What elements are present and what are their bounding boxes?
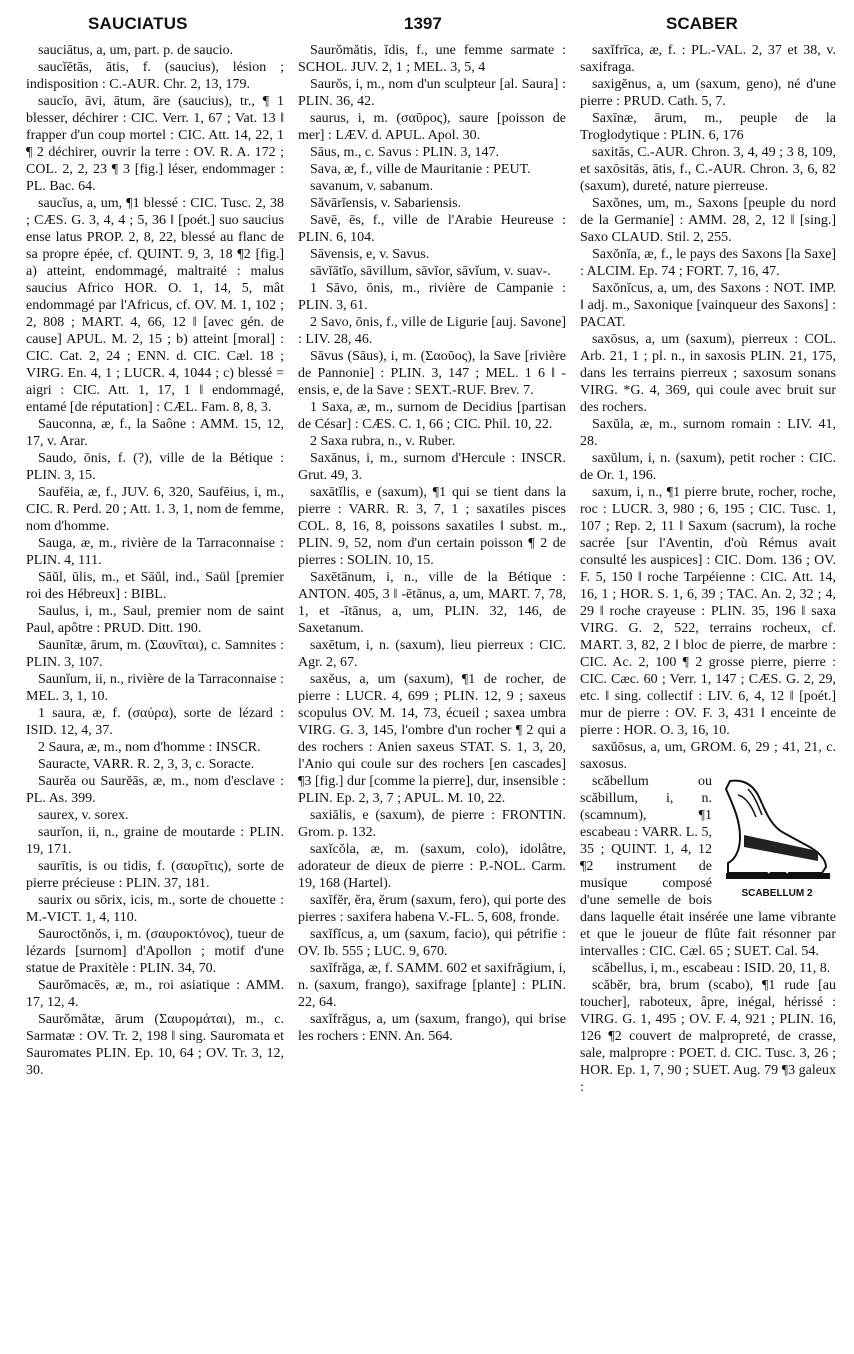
dictionary-entry: Saudo, ōnis, f. (?), ville de la Bétique : PLIN. 3, 15. bbox=[26, 451, 284, 483]
dictionary-entry: Saulus, i, m., Saul, premier nom de saint Paul, apôtre : PRUD. Ditt. 190. bbox=[26, 604, 284, 636]
figure-caption: SCABELLUM 2 bbox=[741, 888, 813, 899]
dictionary-entry: scăbellum ou scăbillum, i, n. (scamnum), ¶1 escabeau : VARR. L. 5, 35 ; QUINT. 1, 4, 12 ¶2 instrument de musique composé d'une semelle de bois dans laquelle était insérée une lame vibrante et que le joueur de flûte fait résonner par intervalles : CIC. Cæl. 65 ; SUET. Cal. 54. bbox=[580, 774, 836, 959]
dictionary-entry: Saufēia, æ, f., JUV. 6, 320, Saufēius, i, m., CIC. R. Perd. 20 ; Att. 1. 3, 1, nom de femme, nom d'homme. bbox=[26, 485, 284, 534]
dictionary-entry: saxĭfĕr, ĕra, ĕrum (saxum, fero), qui porte des pierres : saxifera habena V.-FL. 5, 608, fronde. bbox=[298, 893, 566, 925]
dictionary-entry: 1 Saxa, æ, m., surnom de Decidius [partisan de César] : CÆS. C. 1, 66 ; CIC. Phil. 10, 22. bbox=[298, 400, 566, 432]
dictionary-entry: Sauroctŏnŏs, i, m. (σαυροκτόνος), tueur de lézards [surnom] d'Apollon ; motif d'une statue de Praxitèle : PLIN. 34, 70. bbox=[26, 927, 284, 976]
dictionary-column-1 bbox=[26, 42, 284, 1079]
dictionary-entry: Saurĕa ou Saurĕās, æ, m., nom d'esclave : PL. As. 399. bbox=[26, 774, 284, 806]
dictionary-entry: 1 saura, æ, f. (σαύρα), sorte de lézard : ISID. 12, 4, 37. bbox=[26, 706, 284, 738]
dictionary-entry: saucĭus, a, um, ¶1 blessé : CIC. Tusc. 2, 38 ; CÆS. G. 3, 4, 4 ; 5, 36 ‖ [poét.] suo saucius ense latus PROP. 2, 8, 22, blessé au flanc de sa propre épée, cf. QUINT. 9, 3, 18 ¶2 [fig.] a) atteint, endommagé, maltraité : malus saucius Africo HOR. O. 1, 14, 5, mât endommagé par l'Africus, cf. OV. M. 1, 102 ; 2, 808 ; MART. 4, 66, 12 ‖ [avec gén. de cause] APUL. M. 2, 15 ; b) atteint [moral] : CIC. Cat. 2, 24 ; ENN. d. CIC. Cæl. 18 ; VIRG. En. 4, 1 ; LUCR. 4, 1044 ; c) blessé = aigri : CIC. Att. 1, 17, 1 ‖ endommagé, entamé [de réputation] : CÆL. Fam. 8, 8, 3. bbox=[26, 196, 284, 415]
dictionary-entry: saxum, i, n., ¶1 pierre brute, rocher, roche, roc : LUCR. 3, 980 ; 6, 195 ; CIC. Tusc. 1, 107 ; Rep. 2, 11 ‖ Saxum (sacrum), la roche sacrée [sur l'Aventin, d'où Rémus avait consulté les auspices] : CIC. Dom. 136 ; OV. F. 5, 150 ‖ roche Tarpéienne : CIC. Att. 14, 16, 1 ; HOR. S. 1, 6, 39 ; TAC. An. 2, 32 ; 4, 29 ‖ roche crayeuse : PLIN. 35, 196 ‖ saxa VIRG. G. 2, 522, terrains rocheux, cf. MART. 3, 82, 2 ‖ bloc de pierre, de marbre : CIC. Ac. 2, 100 ¶ 2 grosse pierre, pierre : CIC. Cæc. 60 ; Verr. 1, 147 ; CÆS. G. 2, 29, etc. ‖ sing. collectif : LIV. 6, 4, 12 ‖ [poét.] mur de pierre : OV. F. 3, 431 ‖ enceinte de pierre : HOR. O. 3, 16, 10. bbox=[580, 485, 836, 738]
dictionary-entry: Saurŏs, i, m., nom d'un sculpteur [al. Saura] : PLIN. 36, 42. bbox=[298, 77, 566, 109]
dictionary-entry: Saxānus, i, m., surnom d'Hercule : INSCR. Grut. 49, 3. bbox=[298, 451, 566, 483]
dictionary-entry: saxŭlum, i, n. (saxum), petit rocher : CIC. de Or. 1, 196. bbox=[580, 451, 836, 483]
running-head-right: SCABER bbox=[666, 14, 738, 33]
dictionary-entry: Săvārĭensis, v. Sabariensis. bbox=[310, 196, 462, 211]
dictionary-entry: Saxīnæ, ārum, m., peuple de la Troglodytique : PLIN. 6, 176 bbox=[580, 111, 836, 143]
dictionary-entry: Saunītæ, ārum, m. (Σαυνῖται), c. Samnites : PLIN. 3, 107. bbox=[26, 638, 284, 670]
dictionary-entry: saxigĕnus, a, um (saxum, geno), né d'une pierre : PRUD. Cath. 5, 7. bbox=[580, 77, 836, 109]
dictionary-entry: saxitās, C.-AUR. Chron. 3, 4, 49 ; 3 8, 109, et saxōsitās, ātis, f., C.-AUR. Chron. 3, 6, 82 (saxum), dureté, nature pierreuse. bbox=[580, 145, 836, 194]
dictionary-entry: saucĭo, āvi, ātum, āre (saucius), tr., ¶ 1 blesser, déchirer : CIC. Verr. 1, 67 ; Vat. 13 ‖ frapper d'un coup mortel : CIC. Att. 14, 22, 1 ¶ 2 déchirer, ouvrir la terre : OV. R. A. 172 ; COL. 2, 2, 23 ¶ 3 [fig.] léser, endommager : PL. Bac. 64. bbox=[26, 94, 284, 194]
dictionary-entry: Sāvensis, e, v. Savus. bbox=[310, 247, 430, 262]
dictionary-entry: Sauconna, æ, f., la Saône : AMM. 15, 12, 17, v. Arar. bbox=[26, 417, 284, 449]
dictionary-entry: Saurŏmătæ, ārum (Σαυρομάται), m., c. Sarmatæ : OV. Tr. 2, 198 ‖ sing. Sauromata et Sauromates PLIN. Ep. 10, 64 ; OV. Tr. 3, 12, 30. bbox=[26, 1012, 284, 1078]
dictionary-entry: saxētum, i, n. (saxum), lieu pierreux : CIC. Agr. 2, 67. bbox=[298, 638, 566, 670]
dictionary-entry: saxĭfrăgus, a, um (saxum, frango), qui brise les rochers : ENN. An. 564. bbox=[298, 1012, 566, 1044]
dictionary-entry: saxĭfrīca, æ, f. : PL.-VAL. 2, 37 et 38, v. saxifraga. bbox=[580, 43, 836, 75]
dictionary-entry: saxĭcŏla, æ, m. (saxum, colo), idolâtre, adorateur de dieux de pierre : P.-NOL. Carm. 19, 168 (Hartel). bbox=[298, 842, 566, 891]
dictionary-entry: saurus, i, m. (σαῦρος), saure [poisson de mer] : LÆV. d. APUL. Apol. 30. bbox=[298, 111, 566, 143]
dictionary-entry: sauciātus, a, um, part. p. de saucio. bbox=[38, 43, 234, 58]
dictionary-entry: Sava, æ, f., ville de Mauritanie : PEUT. bbox=[310, 162, 531, 177]
dictionary-entry: Saxŏnĭcus, a, um, des Saxons : NOT. IMP. ‖ adj. m., Saxonique [vainqueur des Saxons] : PACAT. bbox=[580, 281, 836, 330]
dictionary-entry: Saxŭla, æ, m., surnom romain : LIV. 41, 28. bbox=[580, 417, 836, 449]
dictionary-entry: Saurŏmătis, ĭdis, f., une femme sarmate : SCHOL. JUV. 2, 1 ; MEL. 3, 5, 4 bbox=[298, 43, 566, 75]
dictionary-entry: scăbĕr, bra, brum (scabo), ¶1 rude [au toucher], raboteux, âpre, inégal, hérissé : VIRG. G. 1, 495 ; OV. F. 4, 921 ; PLIN. 16, 126 ¶2 couvert de malpropreté, de crasse, sale, malpropre : POET. d. CIC. Tusc. 3, 26 ; HOR. Ep. 1, 7, 90 ; SUET. Aug. 79 ¶3 galeux : bbox=[580, 978, 836, 1095]
dictionary-entry: Savē, ēs, f., ville de l'Arabie Heureuse : PLIN. 6, 104. bbox=[298, 213, 566, 245]
dictionary-entry: saxŭōsus, a, um, GROM. 6, 29 ; 41, 21, c. saxosus. bbox=[580, 740, 836, 772]
dictionary-entry: Saunĭum, ii, n., rivière de la Tarraconnaise : MEL. 3, 1, 10. bbox=[26, 672, 284, 704]
dictionary-entry: 2 Saura, æ, m., nom d'homme : INSCR. bbox=[38, 740, 261, 755]
dictionary-entry: Saurŏmacēs, æ, m., roi asiatique : AMM. 17, 12, 4. bbox=[26, 978, 284, 1010]
dictionary-entry: saxātĭlis, e (saxum), ¶1 qui se tient dans la pierre : VARR. R. 3, 7, 1 ; saxatiles pisces COL. 8, 16, 8, poissons saxatiles ‖ subst. m., PLIN. 9, 52, nom d'un certain poisson ¶ 2 de pierres : SOLIN. 10, 15. bbox=[298, 485, 566, 568]
dictionary-entry: saurītis, is ou tidis, f. (σαυρῖτις), sorte de pierre précieuse : PLIN. 37, 181. bbox=[26, 859, 284, 891]
dictionary-entry: 1 Sāvo, ōnis, m., rivière de Campanie : PLIN. 3, 61. bbox=[298, 281, 566, 313]
column-3-entries bbox=[580, 42, 836, 773]
scabellum-sandal-icon bbox=[718, 775, 836, 883]
dictionary-entry: savanum, v. sabanum. bbox=[310, 179, 434, 194]
page-header bbox=[0, 6, 854, 40]
page-number: 1397 bbox=[404, 14, 442, 33]
dictionary-entry: sāvĭātĭo, sāvillum, sāvĭor, sāvĭum, v. suav-. bbox=[310, 264, 551, 279]
dictionary-entry: 2 Savo, ōnis, f., ville de Ligurie [auj. Savone] : LIV. 28, 46. bbox=[298, 315, 566, 347]
dictionary-entry: saucĭētās, ātis, f. (saucius), lésion ; indisposition : C.-AUR. Chr. 2, 13, 179. bbox=[26, 60, 284, 92]
dictionary-entry: saxĭfĭcus, a, um (saxum, facio), qui pétrifie : OV. Ib. 555 ; LUC. 9, 670. bbox=[298, 927, 566, 959]
scabellum-figure bbox=[718, 775, 836, 902]
dictionary-entry: Sauracte, VARR. R. 2, 3, 3, c. Soracte. bbox=[38, 757, 255, 772]
dictionary-entry: Sāŭl, ūlis, m., et Sāŭl, ind., Saül [premier roi des Hébreux] : BIBL. bbox=[26, 570, 284, 602]
dictionary-column-2 bbox=[298, 42, 566, 1045]
dictionary-entry: saurĭon, ii, n., graine de moutarde : PLIN. 19, 171. bbox=[26, 825, 284, 857]
dictionary-entry: Sāvus (Sāus), i, m. (Σαοῦος), la Save [rivière de Pannonie] : PLIN. 3, 147 ; MEL. 1 6 ‖ -ensis, e, de la Save : SEXT.-RUF. Brev. 7. bbox=[298, 349, 566, 398]
dictionary-entry: saxōsus, a, um (saxum), pierreux : COL. Arb. 21, 1 ; pl. n., in saxosis PLIN. 21, 175, dans les terrains pierreux ; saxosum sonans VIRG. *G. 4, 369, qui coule avec bruit sur des rochers. bbox=[580, 332, 836, 415]
dictionary-entry: Saxŏnĭa, æ, f., le pays des Saxons [la Saxe] : ALCIM. Ep. 74 ; FORT. 7, 16, 47. bbox=[580, 247, 836, 279]
dictionary-entry: Sāus, m., c. Savus : PLIN. 3, 147. bbox=[310, 145, 499, 160]
dictionary-entry: saxiālis, e (saxum), de pierre : FRONTIN. Grom. p. 132. bbox=[298, 808, 566, 840]
dictionary-entry: Sauga, æ, m., rivière de la Tarraconnaise : PLIN. 4, 111. bbox=[26, 536, 284, 568]
dictionary-entry: saxĕus, a, um (saxum), ¶1 de rocher, de pierre : LUCR. 4, 699 ; PLIN. 12, 9 ; saxeus scopulus OV. M. 14, 73, écueil ; saxea umbra VIRG. G. 3, 145, l'ombre d'un rocher ¶ 2 qui a des rochers : Anien saxeus STAT. S. 1, 3, 20, l'Anio qui coule sur des rochers [en cascades] ¶3 [fig.] dur [comme la pierre], dur, insensible : PLIN. Ep. 2, 3, 7 ; APUL. M. 10, 22. bbox=[298, 672, 566, 806]
dictionary-entry: Saxŏnes, um, m., Saxons [peuple du nord de la Germanie] : AMM. 28, 2, 12 ‖ [sing.] Saxo CLAUD. Stil. 2, 255. bbox=[580, 196, 836, 245]
dictionary-entry: saxĭfrăga, æ, f. SAMM. 602 et saxifrăgium, i, n. (saxum, frango), saxifrage [plante] : PLIN. 22, 64. bbox=[298, 961, 566, 1010]
running-head-left: SAUCIATUS bbox=[88, 14, 188, 33]
dictionary-entry: Saxētānum, i, n., ville de la Bétique : ANTON. 405, 3 ‖ -ētānus, a, um, MART. 7, 78, 1, et -ītānus, a, um, PLIN. 32, 146, de Saxetanum. bbox=[298, 570, 566, 636]
dictionary-entry: 2 Saxa rubra, n., v. Ruber. bbox=[310, 434, 456, 449]
dictionary-entry: scăbellus, i, m., escabeau : ISID. 20, 11, 8. bbox=[592, 961, 831, 976]
dictionary-entry: saurix ou sōrix, icis, m., sorte de chouette : M.-VICT. 1, 4, 110. bbox=[26, 893, 284, 925]
dictionary-entry: saurex, v. sorex. bbox=[38, 808, 129, 823]
dictionary-column-3 bbox=[580, 42, 836, 1096]
